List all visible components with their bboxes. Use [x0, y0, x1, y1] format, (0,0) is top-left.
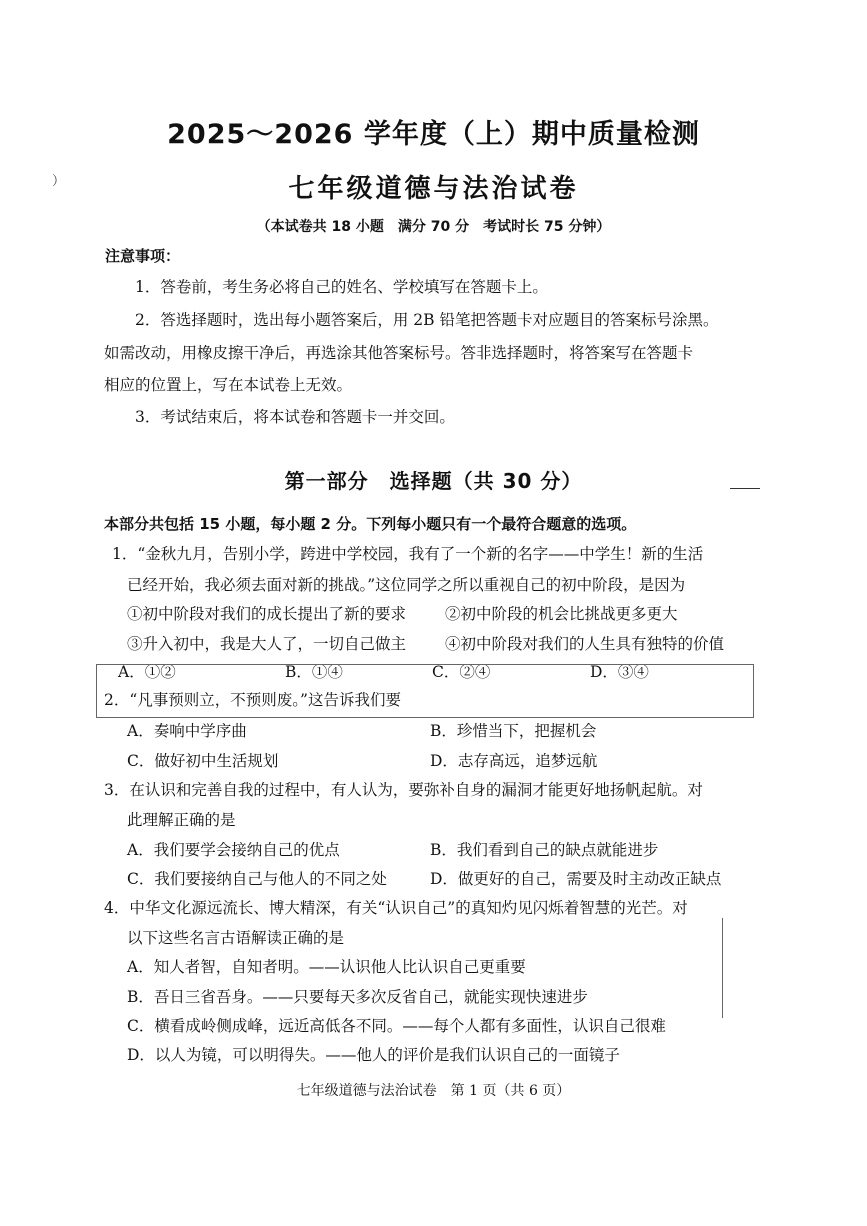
q4-stem-b: 以下这些名言古语解读正确的是 — [127, 929, 345, 947]
scan-rule — [722, 918, 723, 1018]
q1-option-c: C．②④ — [432, 663, 491, 681]
q4-option-c: C．横看成岭侧成峰，远近高低各不同。——每个人都有多面性，认识自己很难 — [127, 1017, 666, 1035]
q1-option-d: D．③④ — [590, 663, 649, 681]
q1-statement-2: ②初中阶段的机会比挑战更多更大 — [445, 605, 678, 623]
q1-option-b: B．①④ — [285, 663, 343, 681]
q4-option-b: B．吾日三省吾身。——只要每天多次反省自己，就能实现快速进步 — [127, 988, 588, 1006]
scan-rule — [730, 488, 760, 489]
page-footer: 七年级道德与法治试卷 第 1 页（共 6 页） — [296, 1083, 571, 1099]
q2-option-b: B．珍惜当下，把握机会 — [430, 722, 597, 740]
q3-stem-b: 此理解正确的是 — [127, 811, 236, 829]
notice-item-1: 1．答卷前，考生务必将自己的姓名、学校填写在答题卡上。 — [135, 278, 548, 296]
q1-stem-b: 已经开始，我必须去面对新的挑战。”这位同学之所以重视自己的初中阶段，是因为 — [127, 576, 686, 594]
q2-option-a: A．奏响中学序曲 — [127, 722, 247, 740]
q1-statement-3: ③升入初中，我是大人了，一切自己做主 — [127, 635, 407, 653]
exam-subtitle: 七年级道德与法治试卷 — [288, 174, 579, 204]
q4-stem-a: 4．中华文化源远流长、博大精深，有关“认识自己”的真知灼见闪烁着智慧的光芒。对 — [104, 899, 688, 917]
exam-meta: （本试卷共 18 小题 满分 70 分 考试时长 75 分钟） — [256, 219, 611, 235]
q3-stem-a: 3．在认识和完善自我的过程中，有人认为，要弥补自身的漏洞才能更好地扬帆起航。对 — [104, 781, 703, 799]
section-intro: 本部分共包括 15 小题，每小题 2 分。下列每小题只有一个最符合题意的选项。 — [104, 515, 637, 533]
q2-stem: 2．“凡事预则立，不预则废。”这告诉我们要 — [104, 691, 401, 709]
notice-item-2a: 2．答选择题时，选出每小题答案后，用 2B 铅笔把答题卡对应题目的答案标号涂黑。 — [135, 311, 719, 329]
q1-option-a: A．①② — [118, 663, 176, 681]
q4-option-d: D．以人为镜，可以明得失。——他人的评价是我们认识自己的一面镜子 — [127, 1046, 620, 1064]
q2-option-c: C．做好初中生活规划 — [127, 752, 279, 770]
exam-title: 2025～2026 学年度（上）期中质量检测 — [167, 119, 700, 150]
q1-statement-4: ④初中阶段对我们的人生具有独特的价值 — [445, 635, 725, 653]
q3-option-b: B．我们看到自己的缺点就能进步 — [430, 841, 659, 859]
notice-item-3: 3．考试结束后，将本试卷和答题卡一并交回。 — [135, 408, 455, 426]
notice-item-2c: 相应的位置上，写在本试卷上无效。 — [104, 376, 353, 394]
scan-mark: ） — [52, 174, 66, 189]
q1-statement-1: ①初中阶段对我们的成长提出了新的要求 — [127, 605, 407, 623]
q1-stem-a: 1．“金秋九月，告别小学，跨进中学校园，我有了一个新的名字——中学生！新的生活 — [112, 545, 704, 563]
notice-item-2b: 如需改动，用橡皮擦干净后，再选涂其他答案标号。答非选择题时，将答案写在答题卡 — [104, 344, 694, 362]
q3-option-a: A．我们要学会接纳自己的优点 — [127, 841, 340, 859]
section-title: 第一部分 选择题（共 30 分） — [284, 469, 583, 493]
notice-heading: 注意事项： — [105, 247, 181, 265]
q2-option-d: D．志存高远，追梦远航 — [430, 752, 598, 770]
q3-option-c: C．我们要接纳自己与他人的不同之处 — [127, 870, 387, 888]
q4-option-a: A．知人者智，自知者明。——认识他人比认识自己更重要 — [127, 958, 526, 976]
q3-option-d: D．做更好的自己，需要及时主动改正缺点 — [430, 870, 722, 888]
